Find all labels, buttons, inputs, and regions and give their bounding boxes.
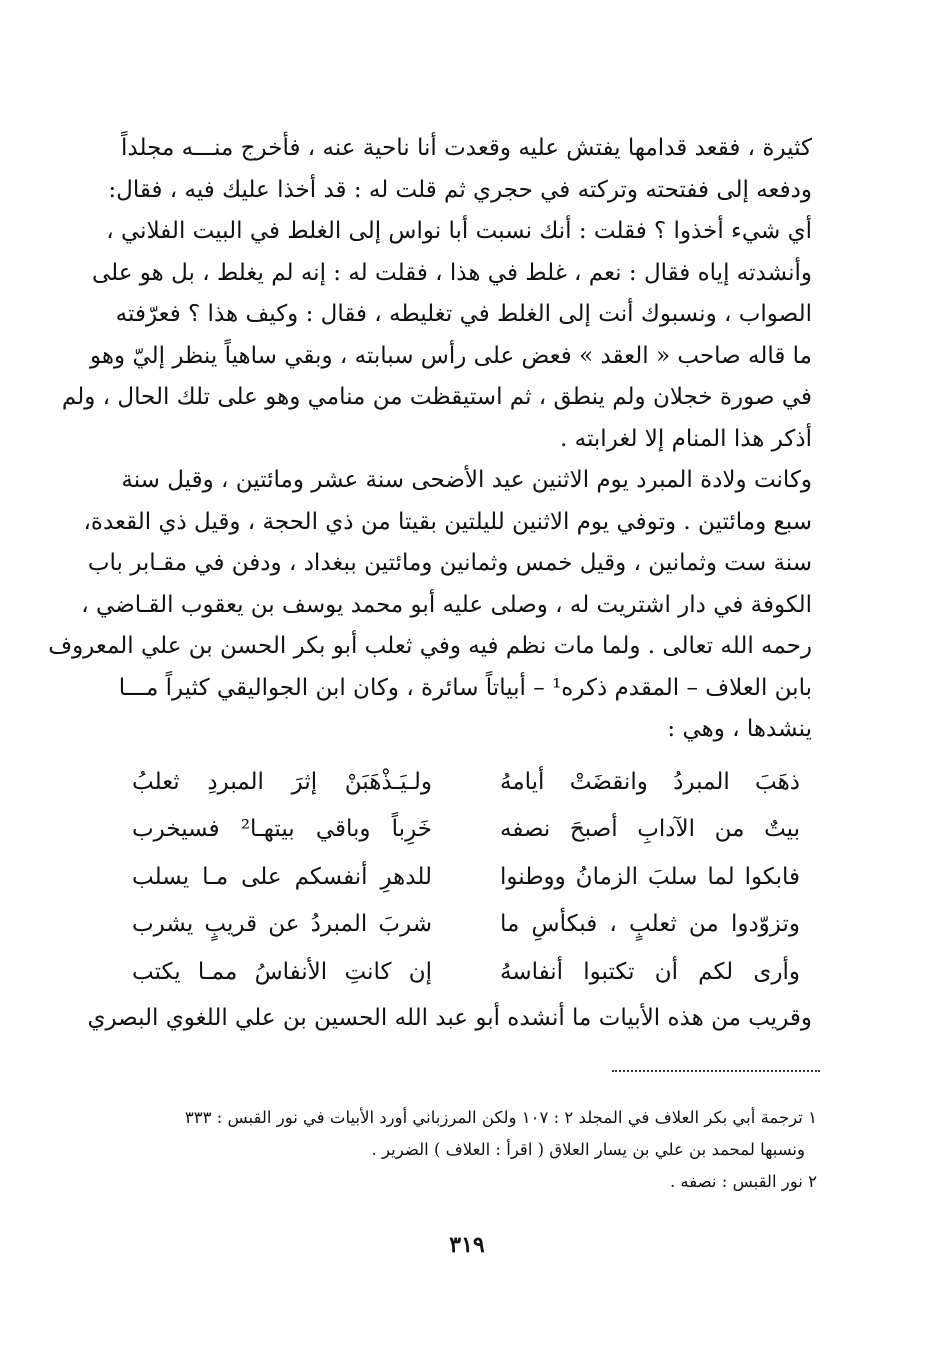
footnote-separator xyxy=(612,1070,820,1072)
text-line: الكوفة في دار اشتريت له ، وصلى عليه أبو محمد يوسف بن يعقوب القـاضي ، xyxy=(81,591,812,618)
poem-verse xyxy=(132,948,812,996)
text-line: سبع ومائتين . وتوفي يوم الاثنين لليلتين بقيتا من ذي الحجة ، وقيل ذي القعدة، xyxy=(83,508,812,535)
poem-verse xyxy=(132,758,812,806)
text-line: سنة ست وثمانين ، وقيل خمس وثمانين ومائتين ببغداد ، ودفن في مقـابر باب xyxy=(87,550,812,576)
footnote-1-continuation: ونسبها لمحمد بن علي بن يسار العلاق ( اقرأ : العلاف ) الضرير . xyxy=(371,1140,805,1159)
verse-first-hemistich: وأرى لكم أن تكتبوا أنفاسهُ xyxy=(500,958,800,985)
footnotes xyxy=(132,1102,817,1198)
poem xyxy=(132,758,812,996)
poem-verse xyxy=(132,806,812,854)
text-line: في صورة خجلان ولم ينطق ، ثم استيقظت من منامي وهو على تلك الحال ، ولم xyxy=(61,384,812,410)
verse-second-hemistich: خَرِباً وباقي بيتهـا² فسيخرب xyxy=(132,816,432,843)
verse-first-hemistich: ذهَبَ المبردُ وانقضَتْ أيامهُ xyxy=(500,768,800,795)
body-text xyxy=(48,128,812,751)
text-line: ودفعه إلى ففتحته وتركته في حجري ثم قلت له : قد أخذا عليك فيه ، فقال: xyxy=(108,176,812,203)
text-line: ما قاله صاحب « العقد » فعض على رأس سبابته ، وبقي ساهياً ينظر إليّ وهو xyxy=(90,342,812,369)
text-line: وأنشدته إياه فقال : نعم ، غلط في هذا ، فقلت له : إنه لم يغلط ، بل هو على xyxy=(91,259,812,286)
verse-first-hemistich: بيتٌ من الآدابِ أصبحَ نصفه xyxy=(500,816,800,843)
poem-verse xyxy=(132,853,812,901)
verse-first-hemistich: فابكوا لما سلبَ الزمانُ ووطنوا xyxy=(500,863,800,890)
footnote-1: ١ ترجمة أبي بكر العلاف في المجلد ٢ : ١٠٧ ولكن المرزباني أورد الأبيات في نور القبس : ٣٣٣ xyxy=(184,1108,817,1127)
text-line: الصواب ، ونسبوك أنت إلى الغلط في تغليطه ، فقال : وكيف هذا ؟ فعرّفته xyxy=(115,301,812,327)
verse-second-hemistich: ولـيَـذْهَبَنْ إثرَ المبردِ ثعلبُ xyxy=(132,768,432,795)
page-number: ٣١٩ xyxy=(449,1232,485,1258)
text-line: رحمه الله تعالى . ولما مات نظم فيه وفي ثعلب أبو بكر الحسن بن علي المعروف xyxy=(48,633,812,659)
footnote-2: ٢ نور القبس : نصفه . xyxy=(669,1172,817,1191)
text-line: أي شيء أخذوا ؟ فقلت : أنك نسبت أبا نواس إلى الغلط في البيت الفلاني ، xyxy=(106,218,812,244)
verse-second-hemistich: للدهرِ أنفسكم على مـا يسلب xyxy=(132,863,432,890)
text-line: كثيرة ، فقعد قدامها يفتش عليه وقعدت أنا ناحية عنه ، فأخرج منـــه مجلداً xyxy=(121,135,812,161)
verse-second-hemistich: إن كانتِ الأنفاسُ ممـا يكتب xyxy=(132,958,432,985)
text-line: وكانت ولادة المبرد يوم الاثنين عيد الأضحى سنة عشر ومائتين ، وقيل سنة xyxy=(121,467,812,493)
after-poem-line: وقريب من هذه الأبيات ما أنشده أبو عبد الله الحسين بن علي اللغوي البصري xyxy=(87,1005,812,1031)
text-line: ينشدها ، وهي : xyxy=(667,716,812,742)
verse-second-hemistich: شربَ المبردُ عن قريبٍ يشرب xyxy=(132,911,432,938)
poem-verse xyxy=(132,901,812,949)
text-line: أذكر هذا المنام إلا لغرابته . xyxy=(560,425,812,452)
verse-first-hemistich: وتزوّدوا من ثعلبٍ ، فبكأسِ ما xyxy=(500,911,800,938)
text-line: بابن العلاف – المقدم ذكره¹ – أبياتاً سائرة ، وكان ابن الجواليقي كثيراً مـــا xyxy=(118,674,812,701)
